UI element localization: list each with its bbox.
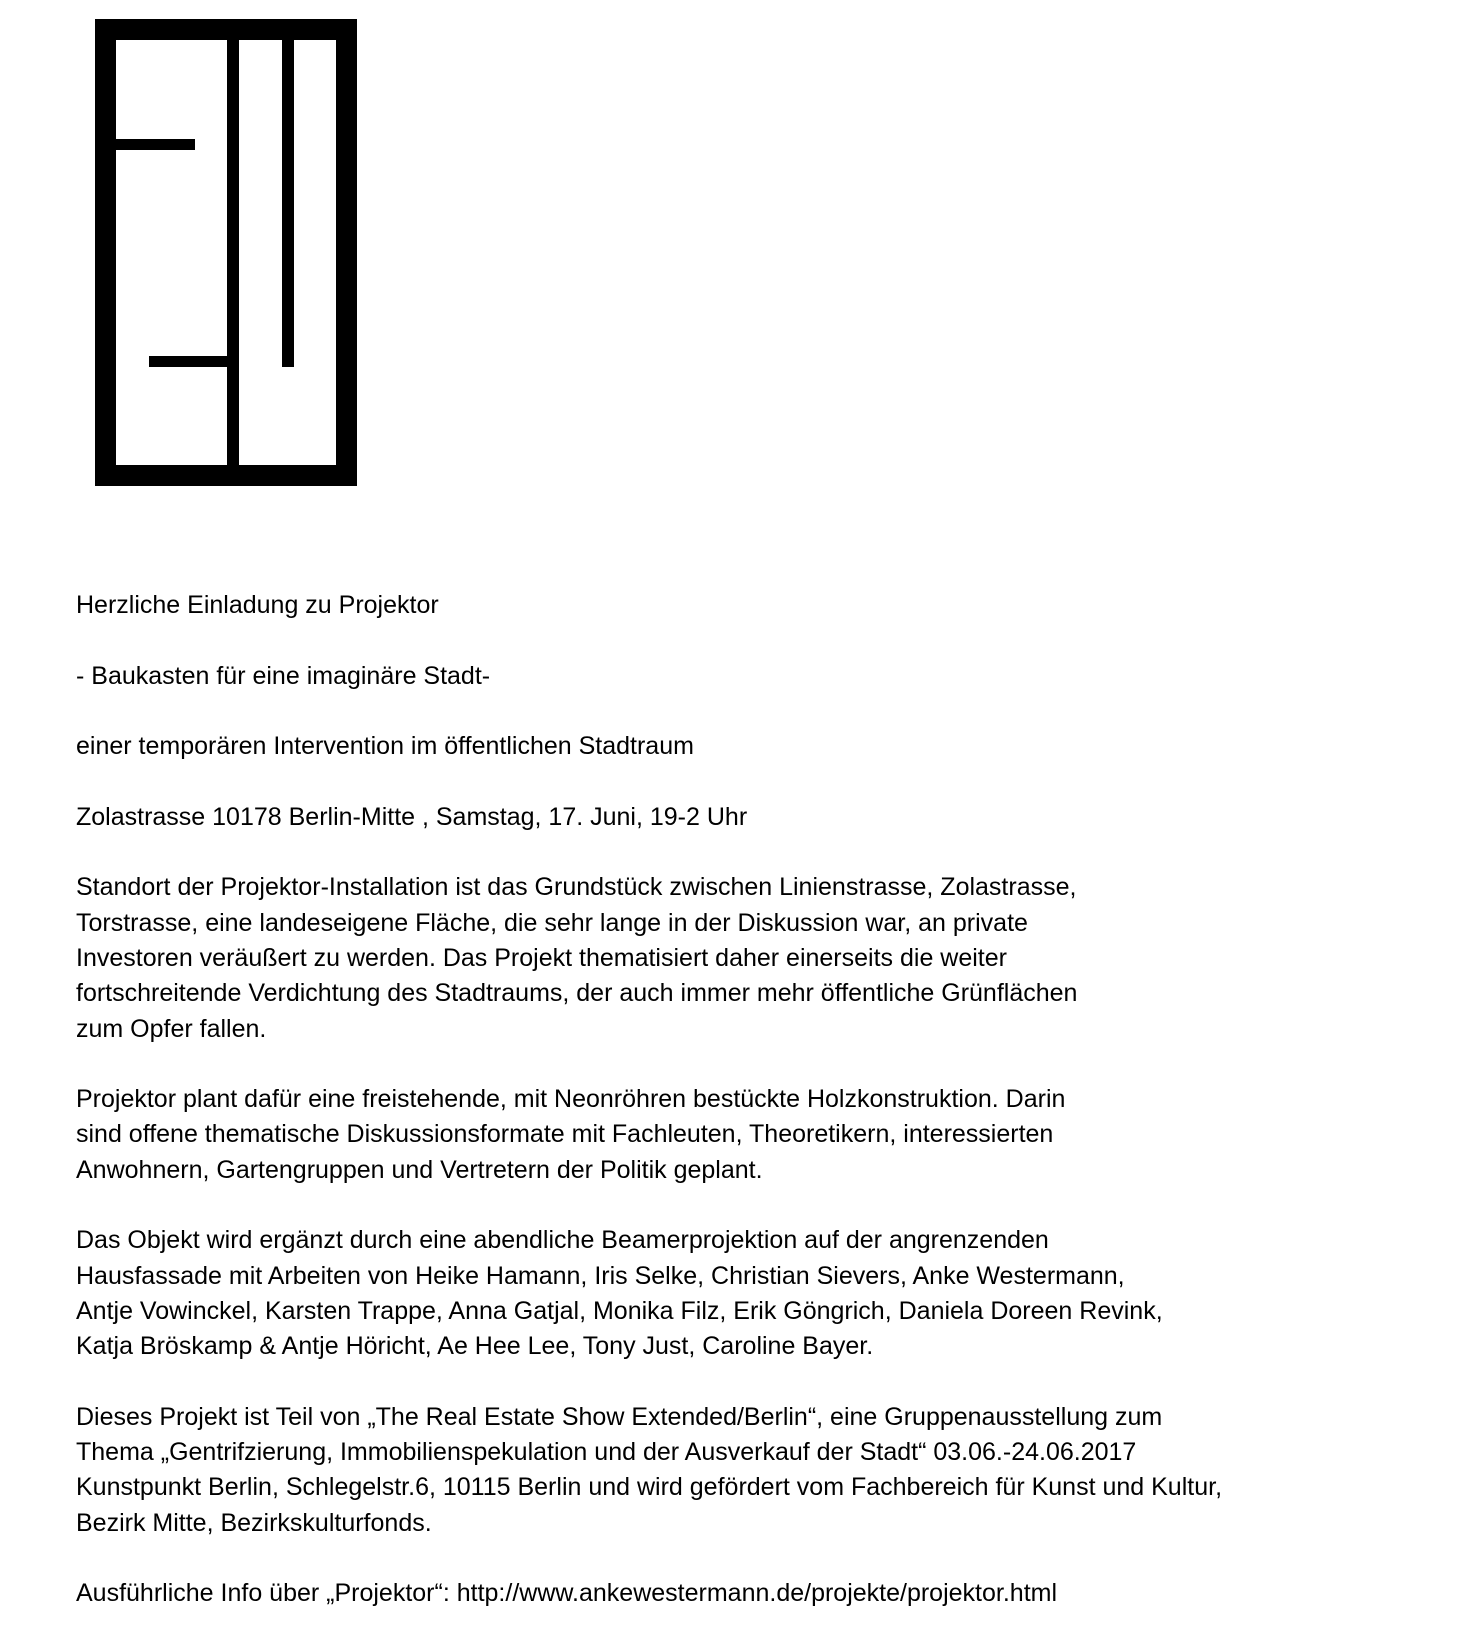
- invitation-text: [76, 588, 1436, 1647]
- event-location-date: Zolastrasse 10178 Berlin-Mitte , Samstag, 17. Juni, 19-2 Uhr: [76, 802, 748, 831]
- projektor-logo: [95, 19, 357, 486]
- paragraph-exhibition: Dieses Projekt ist Teil von „The Real Estate Show Extended/Berlin“, eine Gruppenausstellung zum Thema „Gentrifzierung, Immobilienspekulation und der Ausverkauf der Stadt“ 03.06.-24.06.2017 Kunstpunkt Berlin, Schlegelstr.6, 10115 Berlin und wird gefördert vom Fachbereich für Kunst und Kultur, Bezirk Mitte, Bezirkskulturfonds.: [76, 1402, 1223, 1537]
- info-link-line: Ausführliche Info über „Projektor“: http://www.ankewestermann.de/projekte/projektor.html: [76, 1579, 1058, 1608]
- logo-lower-stub: [149, 356, 229, 367]
- paragraph-location: Standort der Projektor-Installation ist das Grundstück zwischen Linienstrasse, Zolastrasse, Torstrasse, eine landeseigene Fläche, die sehr lange in der Diskussion war, an private Investoren veräußert zu werden. Das Projekt thematisiert daher einerseits die weiter fortschreitende Verdichtung des Stadtraums, der auch immer mehr öffentliche Grünflächen zum Opfer fallen.: [76, 873, 1078, 1043]
- project-description-line: einer temporären Intervention im öffentlichen Stadtraum: [76, 732, 694, 761]
- invitation-heading: Herzliche Einladung zu Projektor: [76, 591, 439, 619]
- logo-upper-stub: [116, 139, 195, 150]
- project-subtitle: - Baukasten für eine imaginäre Stadt-: [76, 661, 491, 690]
- logo-right-stub: [282, 40, 294, 367]
- logo-center-bar: [227, 40, 239, 465]
- paragraph-artists: Das Objekt wird ergänzt durch eine abendliche Beamerprojektion auf der angrenzenden Hausfassade mit Arbeiten von Heike Hamann, Iris Selke, Christian Sievers, Anke Westermann, Antje Vowinckel, Karsten Trappe, Anna Gatjal, Monika Filz, Erik Göngrich, Daniela Doreen Revink, Katja Bröskamp & Antje Höricht, Ae Hee Lee, Tony Just, Caroline Bayer.: [76, 1226, 1163, 1361]
- logo-frame: [106, 30, 347, 476]
- paragraph-construction: Projektor plant dafür eine freistehende, mit Neonröhren bestückte Holzkonstruktion. Darin sind offene thematische Diskussionsformate mit Fachleuten, Theoretikern, interessierten Anwohnern, Gartengruppen und Vertretern der Politik geplant.: [76, 1085, 1066, 1184]
